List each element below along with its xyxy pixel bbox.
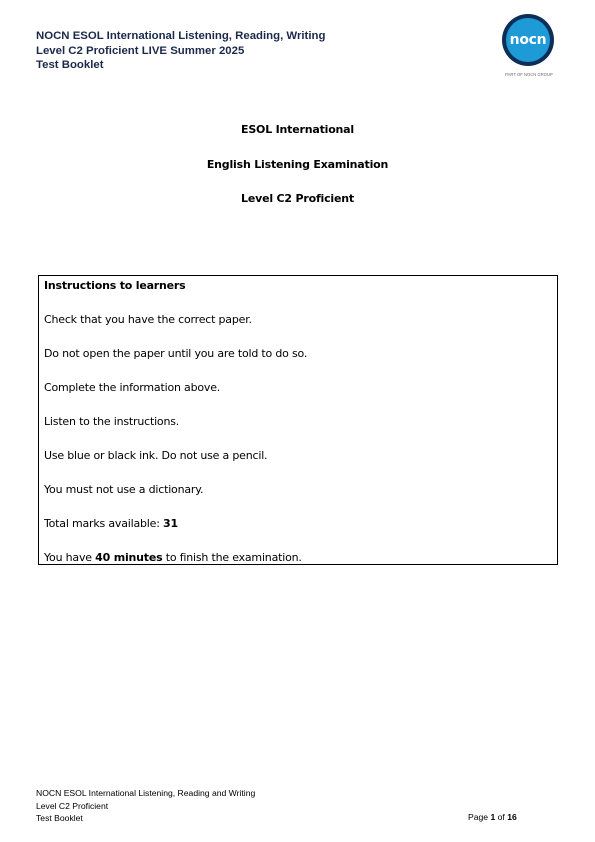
time-prefix: You have: [44, 551, 96, 564]
header-line-1: NOCN ESOL International Listening, Reading, Writing: [36, 30, 326, 42]
logo-wordmark: nocn: [509, 32, 547, 48]
nocn-logo: [499, 14, 559, 80]
time-value: 40 minutes: [95, 551, 163, 564]
instructions-box: [38, 275, 558, 565]
instruction-item: Use blue or black ink. Do not use a pencil.: [44, 449, 268, 462]
instruction-item: Complete the information above.: [44, 381, 221, 394]
title-esol-international: ESOL International: [241, 123, 354, 136]
instruction-item: Check that you have the correct paper.: [44, 313, 252, 326]
total-marks-line: [44, 517, 178, 530]
footer-line-2: Level C2 Proficient: [36, 800, 109, 811]
header-line-3: Test Booklet: [36, 59, 104, 71]
time-suffix: to finish the examination.: [162, 551, 302, 564]
page-number: [468, 812, 517, 822]
total-marks-label: Total marks available:: [44, 517, 164, 530]
page-of: of: [495, 812, 508, 822]
title-examination: English Listening Examination: [206, 158, 389, 171]
page-prefix: Page: [468, 812, 491, 822]
total-marks-value: 31: [163, 517, 178, 530]
logo-circle-icon: [502, 14, 554, 66]
instruction-item: Do not open the paper until you are told to do so.: [44, 347, 308, 360]
logo-subtext: PART OF NOCN GROUP: [505, 72, 553, 77]
page-current: 1: [490, 812, 496, 822]
instructions-heading: Instructions to learners: [44, 279, 186, 292]
document-header: [36, 29, 325, 73]
footer-line-3: Test Booklet: [36, 813, 83, 823]
time-allowed-line: [44, 551, 302, 564]
page-total: 16: [507, 812, 517, 822]
title-level: Level C2 Proficient: [241, 192, 354, 205]
header-line-2: Level C2 Proficient LIVE Summer 2025: [36, 44, 245, 57]
instruction-item: You must not use a dictionary.: [44, 483, 204, 496]
instruction-item: Listen to the instructions.: [44, 415, 180, 428]
document-footer: [36, 787, 255, 825]
footer-line-1: NOCN ESOL International Listening, Reading and Writing: [36, 788, 256, 798]
